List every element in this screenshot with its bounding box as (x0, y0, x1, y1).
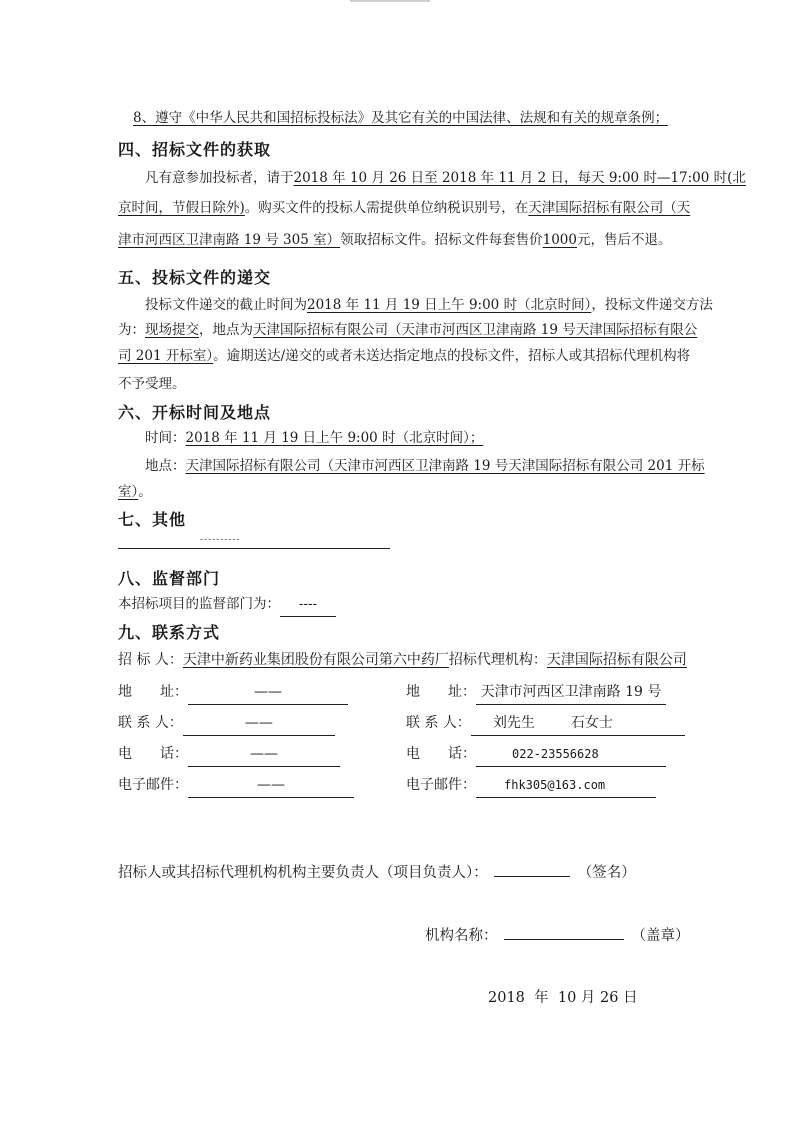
s4-l1a: 凡有意参加投标者，请于 (145, 170, 294, 186)
right-email-label: 电子邮件： (406, 777, 476, 793)
s5-l3a: 司 201 开标室） (118, 348, 214, 364)
right-phone-value (476, 742, 666, 767)
phone-number: 022-23556628 (512, 747, 599, 761)
s4-l3d: 元，售后不退。 (576, 232, 672, 248)
right-address-label: 地 址： (406, 684, 476, 700)
place-value-1: 天津国际招标有限公司（天津市河西区卫津南路 19 号天津国际招标有限公司 201 开标 (185, 458, 705, 474)
supervision-text: 本招标项目的监督部门为： (118, 596, 280, 612)
right-contact-row (406, 711, 685, 736)
opening-place-line-2 (118, 480, 152, 504)
left-contact-row (118, 711, 335, 736)
section-5-line-3 (118, 344, 690, 368)
tenderer-label: 招 标 人： (118, 652, 183, 668)
s4-l3a: 津市河西区卫津南路 19 号 305 室） (118, 232, 341, 248)
tenderer-line (118, 648, 687, 672)
s4-l2b: 。购买文件的投标人需提供单位纳税识别号，在 (244, 200, 529, 216)
other-blank-line (118, 548, 390, 549)
org-blank (504, 939, 624, 940)
s4-l2c: 天津国际招标有限公司（天 (528, 200, 691, 216)
section-8-heading: 八、监督部门 (118, 569, 221, 588)
left-contact-value: —— (183, 711, 335, 736)
left-contact-label: 联 系 人： (118, 715, 183, 731)
sale-period: 2018 年 10 月 26 日至 2018 年 11 月 2 日，每天 9:00 时—17:00 时(北 (293, 170, 746, 186)
sign-note: （签名） (577, 865, 636, 881)
left-address-label: 地 址： (118, 684, 188, 700)
opening-time (145, 426, 483, 450)
section-5-heading: 五、投标文件的递交 (118, 268, 272, 287)
other-blank-dashes: ---------- (200, 535, 241, 545)
left-phone-row (118, 742, 340, 767)
signature-blank (494, 876, 570, 877)
section-5-line-2 (118, 318, 697, 342)
right-phone-label: 电 话： (406, 746, 476, 762)
agency-label: 招标代理机构： (448, 652, 547, 668)
supervision-value: ---- (280, 592, 336, 617)
s5-l2a: 为： (118, 322, 145, 338)
section-5-line-4: 不予受理。 (118, 376, 186, 392)
time-value: 2018 年 11 月 19 日上午 9:00 时（北京时间）； (185, 430, 484, 446)
submission-place: 天津国际招标有限公司（天津市河西区卫津南路 19 号天津国际招标有限公 (253, 322, 698, 338)
submission-deadline: 2018 年 11 月 19 日上午 9:00 时（北京时间） (307, 297, 592, 313)
s5-l1c: ，投标文件递交方法 (591, 297, 713, 313)
right-phone-row (406, 742, 666, 767)
place-end: 。 (138, 484, 152, 500)
place-value-2: 室） (118, 484, 139, 500)
s5-l1a: 投标文件递交的截止时间为 (145, 297, 307, 313)
right-contact-value (471, 711, 685, 736)
right-email-value (476, 773, 656, 798)
section-5-line-1 (145, 293, 713, 317)
agency-value: 天津国际招标有限公司 (546, 652, 687, 668)
left-email-value: —— (188, 773, 354, 798)
tenderer-value: 天津中新药业集团股份有限公司第六中药厂 (182, 652, 449, 668)
section-4-heading: 四、招标文件的获取 (118, 140, 272, 159)
s5-l2c: ，地点为 (199, 322, 253, 338)
section-4-line-3 (118, 228, 671, 252)
left-phone-value: —— (188, 742, 340, 767)
scan-mark (350, 0, 430, 2)
submission-method: 现场提交 (145, 322, 199, 338)
contact-person-2: 石女士 (570, 715, 613, 731)
org-label: 机构名称： (425, 928, 498, 944)
left-email-label: 电子邮件： (118, 777, 188, 793)
left-email-row (118, 773, 354, 798)
section-9-heading: 九、联系方式 (118, 623, 221, 642)
signature-line (118, 861, 636, 885)
opening-place-line-1 (145, 454, 705, 478)
section-4-line-1 (145, 166, 746, 190)
item-8-text: 8、遵守《中华人民共和国招标投标法》及其它有关的中国法律、法规和有关的规章条例； (133, 110, 669, 126)
s4-l3b: 领取招标文件。招标文件每套售价 (340, 232, 543, 248)
signature-label: 招标人或其招标代理机构机构主要负责人（项目负责人）： (118, 865, 488, 881)
left-address-value: —— (188, 680, 348, 705)
right-email-row (406, 773, 656, 798)
time-label: 时间： (145, 430, 186, 446)
right-address-value: 天津市河西区卫津南路 19 号 (476, 680, 666, 705)
left-phone-label: 电 话： (118, 746, 188, 762)
left-address-row (118, 680, 348, 705)
section-6-heading: 六、开标时间及地点 (118, 403, 272, 422)
place-label: 地点： (145, 458, 186, 474)
s4-l2a: 京时间，节假日除外) (118, 200, 245, 216)
seal-note: （盖章） (631, 928, 690, 944)
email-address: fhk305@163.com (504, 778, 606, 792)
right-contact-label: 联 系 人： (406, 715, 471, 731)
contact-person-1: 刘先生 (492, 715, 535, 731)
document-price: 1000 (542, 232, 577, 248)
supervision-line (118, 592, 336, 617)
org-name-line (425, 924, 690, 948)
document-date: 2018 年 10 月 26 日 (488, 990, 638, 1006)
s5-l3b: 。逾期送达/递交的或者未送达指定地点的投标文件，招标人或其招标代理机构将 (213, 348, 691, 364)
right-address-row (406, 680, 666, 705)
section-7-heading: 七、其他 (118, 510, 187, 529)
section-4-line-2 (118, 196, 690, 220)
